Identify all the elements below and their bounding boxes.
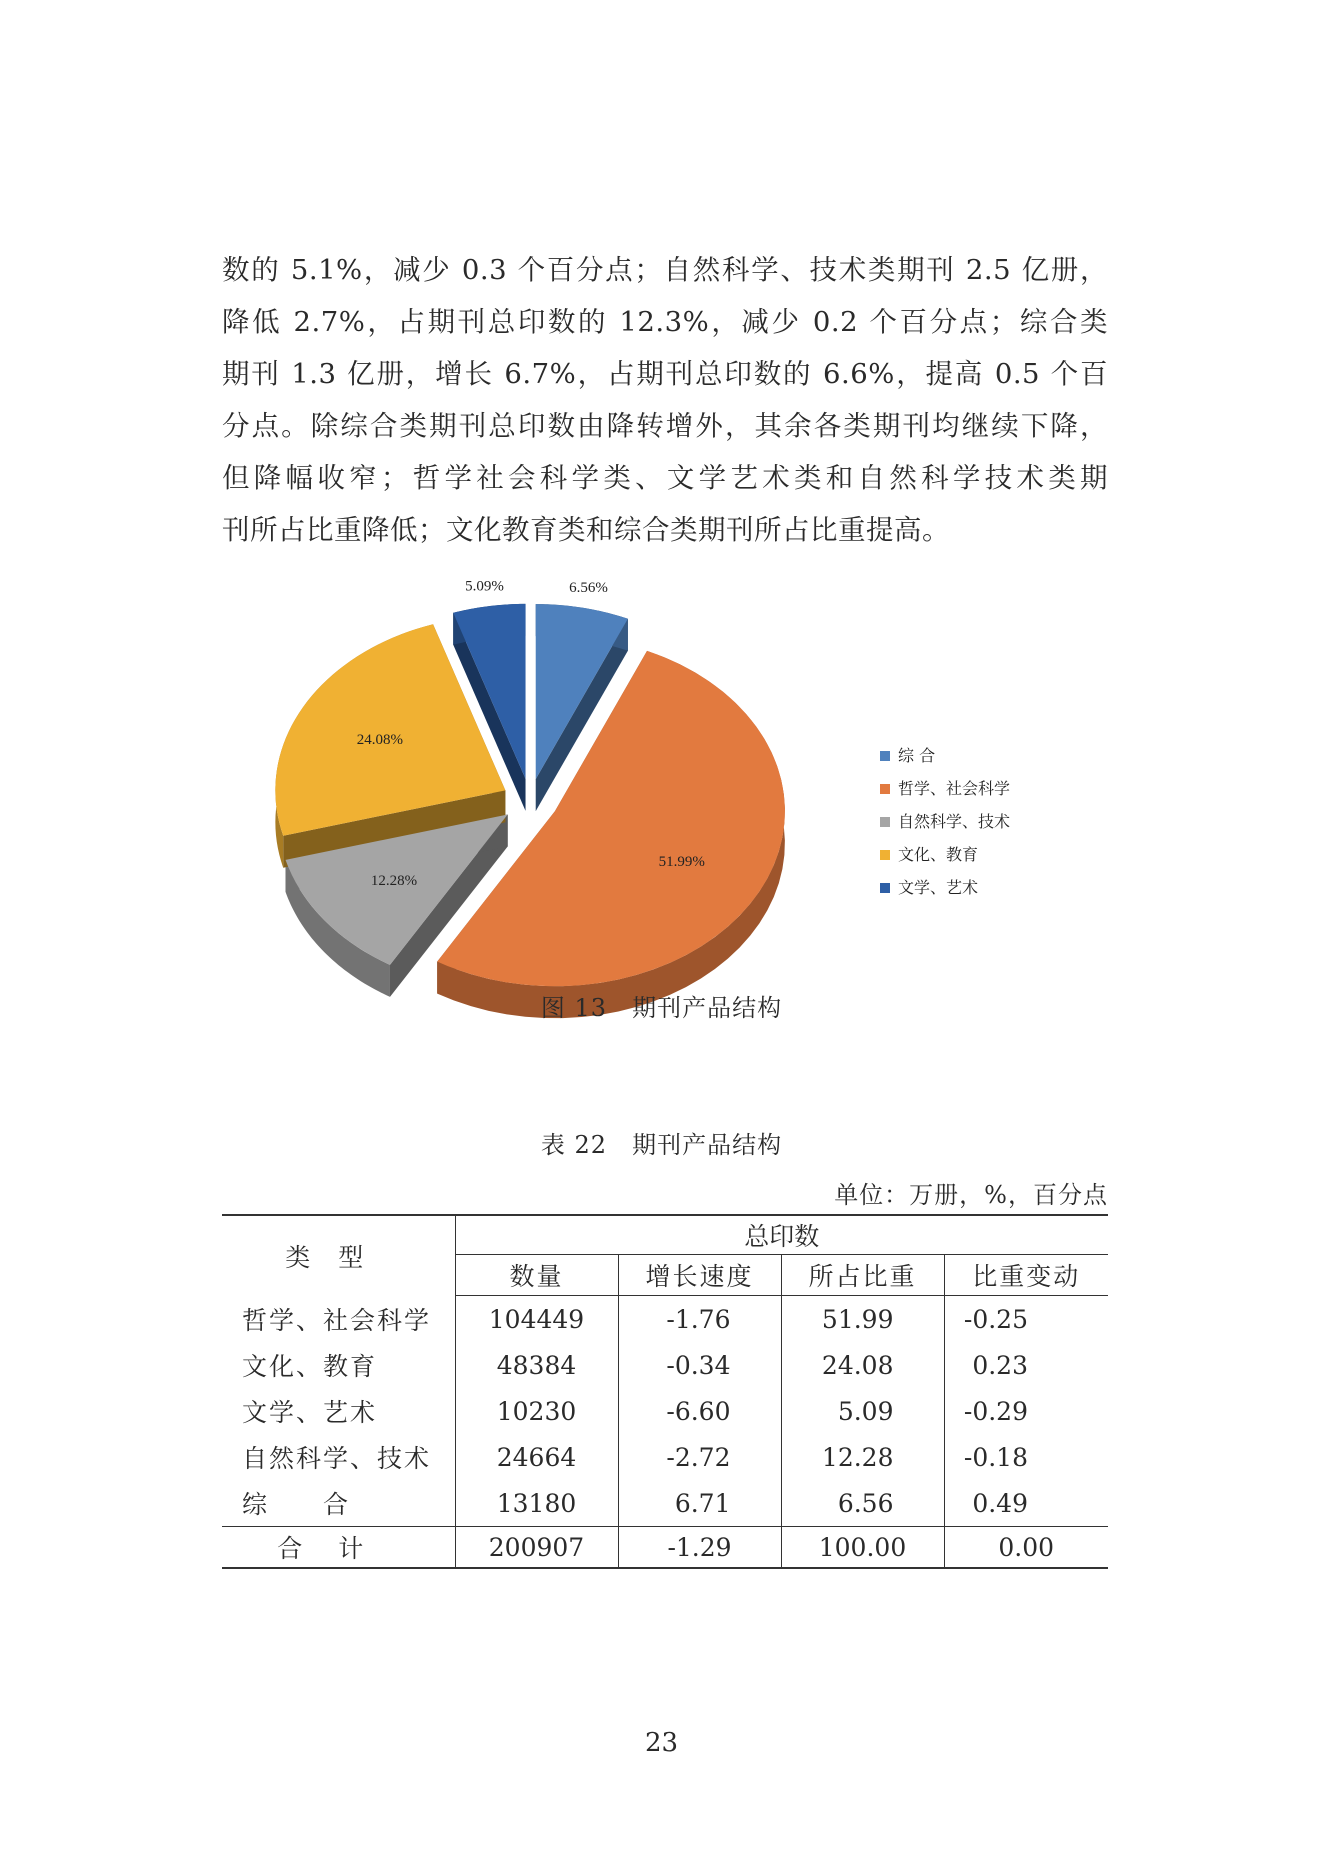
cell-share: 12.28	[781, 1434, 944, 1480]
table-unit-note: 单位：万册，%，百分点	[834, 1181, 1108, 1209]
row-name: 文学、艺术	[222, 1388, 455, 1434]
cell-share: 51.99	[781, 1296, 944, 1343]
row-name: 哲学、社会科学	[222, 1296, 455, 1343]
cell-growth: -1.29	[618, 1527, 781, 1569]
legend-swatch	[880, 784, 890, 794]
data-table	[222, 1214, 1108, 1569]
group-header: 总印数	[455, 1215, 1108, 1255]
cell-growth: -1.76	[618, 1296, 781, 1343]
cell-change: -0.25	[963, 1304, 1028, 1334]
table-row	[222, 1342, 1108, 1388]
cell-share: 6.56	[781, 1480, 944, 1527]
column-header: 所占比重	[781, 1255, 944, 1296]
body-paragraph	[222, 244, 1108, 556]
pie-data-label: 12.28%	[370, 872, 418, 889]
legend-label: 综 合	[898, 746, 936, 765]
legend-label: 自然科学、技术	[898, 812, 1011, 831]
cell-growth: 6.71	[618, 1480, 781, 1527]
cell-growth: -6.60	[618, 1388, 781, 1434]
cell-qty: 48384	[455, 1342, 618, 1388]
page-number: 23	[644, 1728, 679, 1758]
row-name: 文化、教育	[222, 1342, 455, 1388]
table-row	[222, 1434, 1108, 1480]
total-label: 合计	[222, 1527, 455, 1569]
paragraph-line: 降低 2.7%，占期刊总印数的 12.3%，减少 0.2 个百分点；综合类	[222, 306, 1108, 338]
table-row	[222, 1480, 1108, 1527]
cell-change: 0.23	[972, 1350, 1028, 1380]
paragraph-line: 数的 5.1%，减少 0.3 个百分点；自然科学、技术类期刊 2.5 亿册，	[222, 254, 1108, 286]
cell-growth: -2.72	[618, 1434, 781, 1480]
cell-change: 0.49	[972, 1488, 1028, 1518]
cell-qty: 104449	[455, 1296, 618, 1343]
table-caption: 表 22 期刊产品结构	[540, 1131, 783, 1159]
figure-caption: 图 13 期刊产品结构	[540, 994, 783, 1022]
column-header: 增长速度	[618, 1255, 781, 1296]
legend-swatch	[880, 751, 890, 761]
table-row	[222, 1388, 1108, 1434]
paragraph-line: 但降幅收窄；哲学社会科学类、文学艺术类和自然科学技术类期	[222, 462, 1108, 494]
row-name: 自然科学、技术	[222, 1434, 455, 1480]
pie-chart	[280, 578, 1060, 966]
cell-qty: 13180	[455, 1480, 618, 1527]
cell-share: 100.00	[781, 1527, 944, 1569]
cell-qty: 10230	[455, 1388, 618, 1434]
paragraph-line: 期刊 1.3 亿册，增长 6.7%，占期刊总印数的 6.6%，提高 0.5 个百	[222, 358, 1108, 390]
cell-qty: 200907	[455, 1527, 618, 1569]
cell-change: 0.00	[944, 1527, 1108, 1569]
cell-change: -0.18	[963, 1442, 1028, 1472]
column-header: 比重变动	[944, 1255, 1108, 1296]
legend-label: 文化、教育	[898, 845, 979, 864]
column-header-type: 类型	[222, 1215, 455, 1296]
pie-data-label: 51.99%	[658, 853, 705, 870]
legend-swatch	[880, 817, 890, 827]
table-total-row	[222, 1527, 1108, 1569]
cell-growth: -0.34	[618, 1342, 781, 1388]
cell-share: 5.09	[781, 1388, 944, 1434]
row-name: 综 合	[222, 1480, 455, 1527]
pie-data-label: 24.08%	[356, 731, 403, 748]
paragraph-line: 刊所占比重降低；文化教育类和综合类期刊所占比重提高。	[222, 514, 950, 546]
table-row	[222, 1296, 1108, 1343]
legend-swatch	[880, 883, 890, 893]
column-header: 数量	[455, 1255, 618, 1296]
cell-qty: 24664	[455, 1434, 618, 1480]
cell-share: 24.08	[781, 1342, 944, 1388]
cell-change: -0.29	[963, 1396, 1028, 1426]
paragraph-line: 分点。除综合类期刊总印数由降转增外，其余各类期刊均继续下降，	[222, 410, 1108, 442]
legend-label: 文学、艺术	[898, 878, 979, 897]
legend-label: 哲学、社会科学	[898, 779, 1011, 798]
pie-data-label: 6.56%	[569, 580, 608, 597]
pie-data-label: 5.09%	[465, 578, 504, 595]
legend-swatch	[880, 850, 890, 860]
